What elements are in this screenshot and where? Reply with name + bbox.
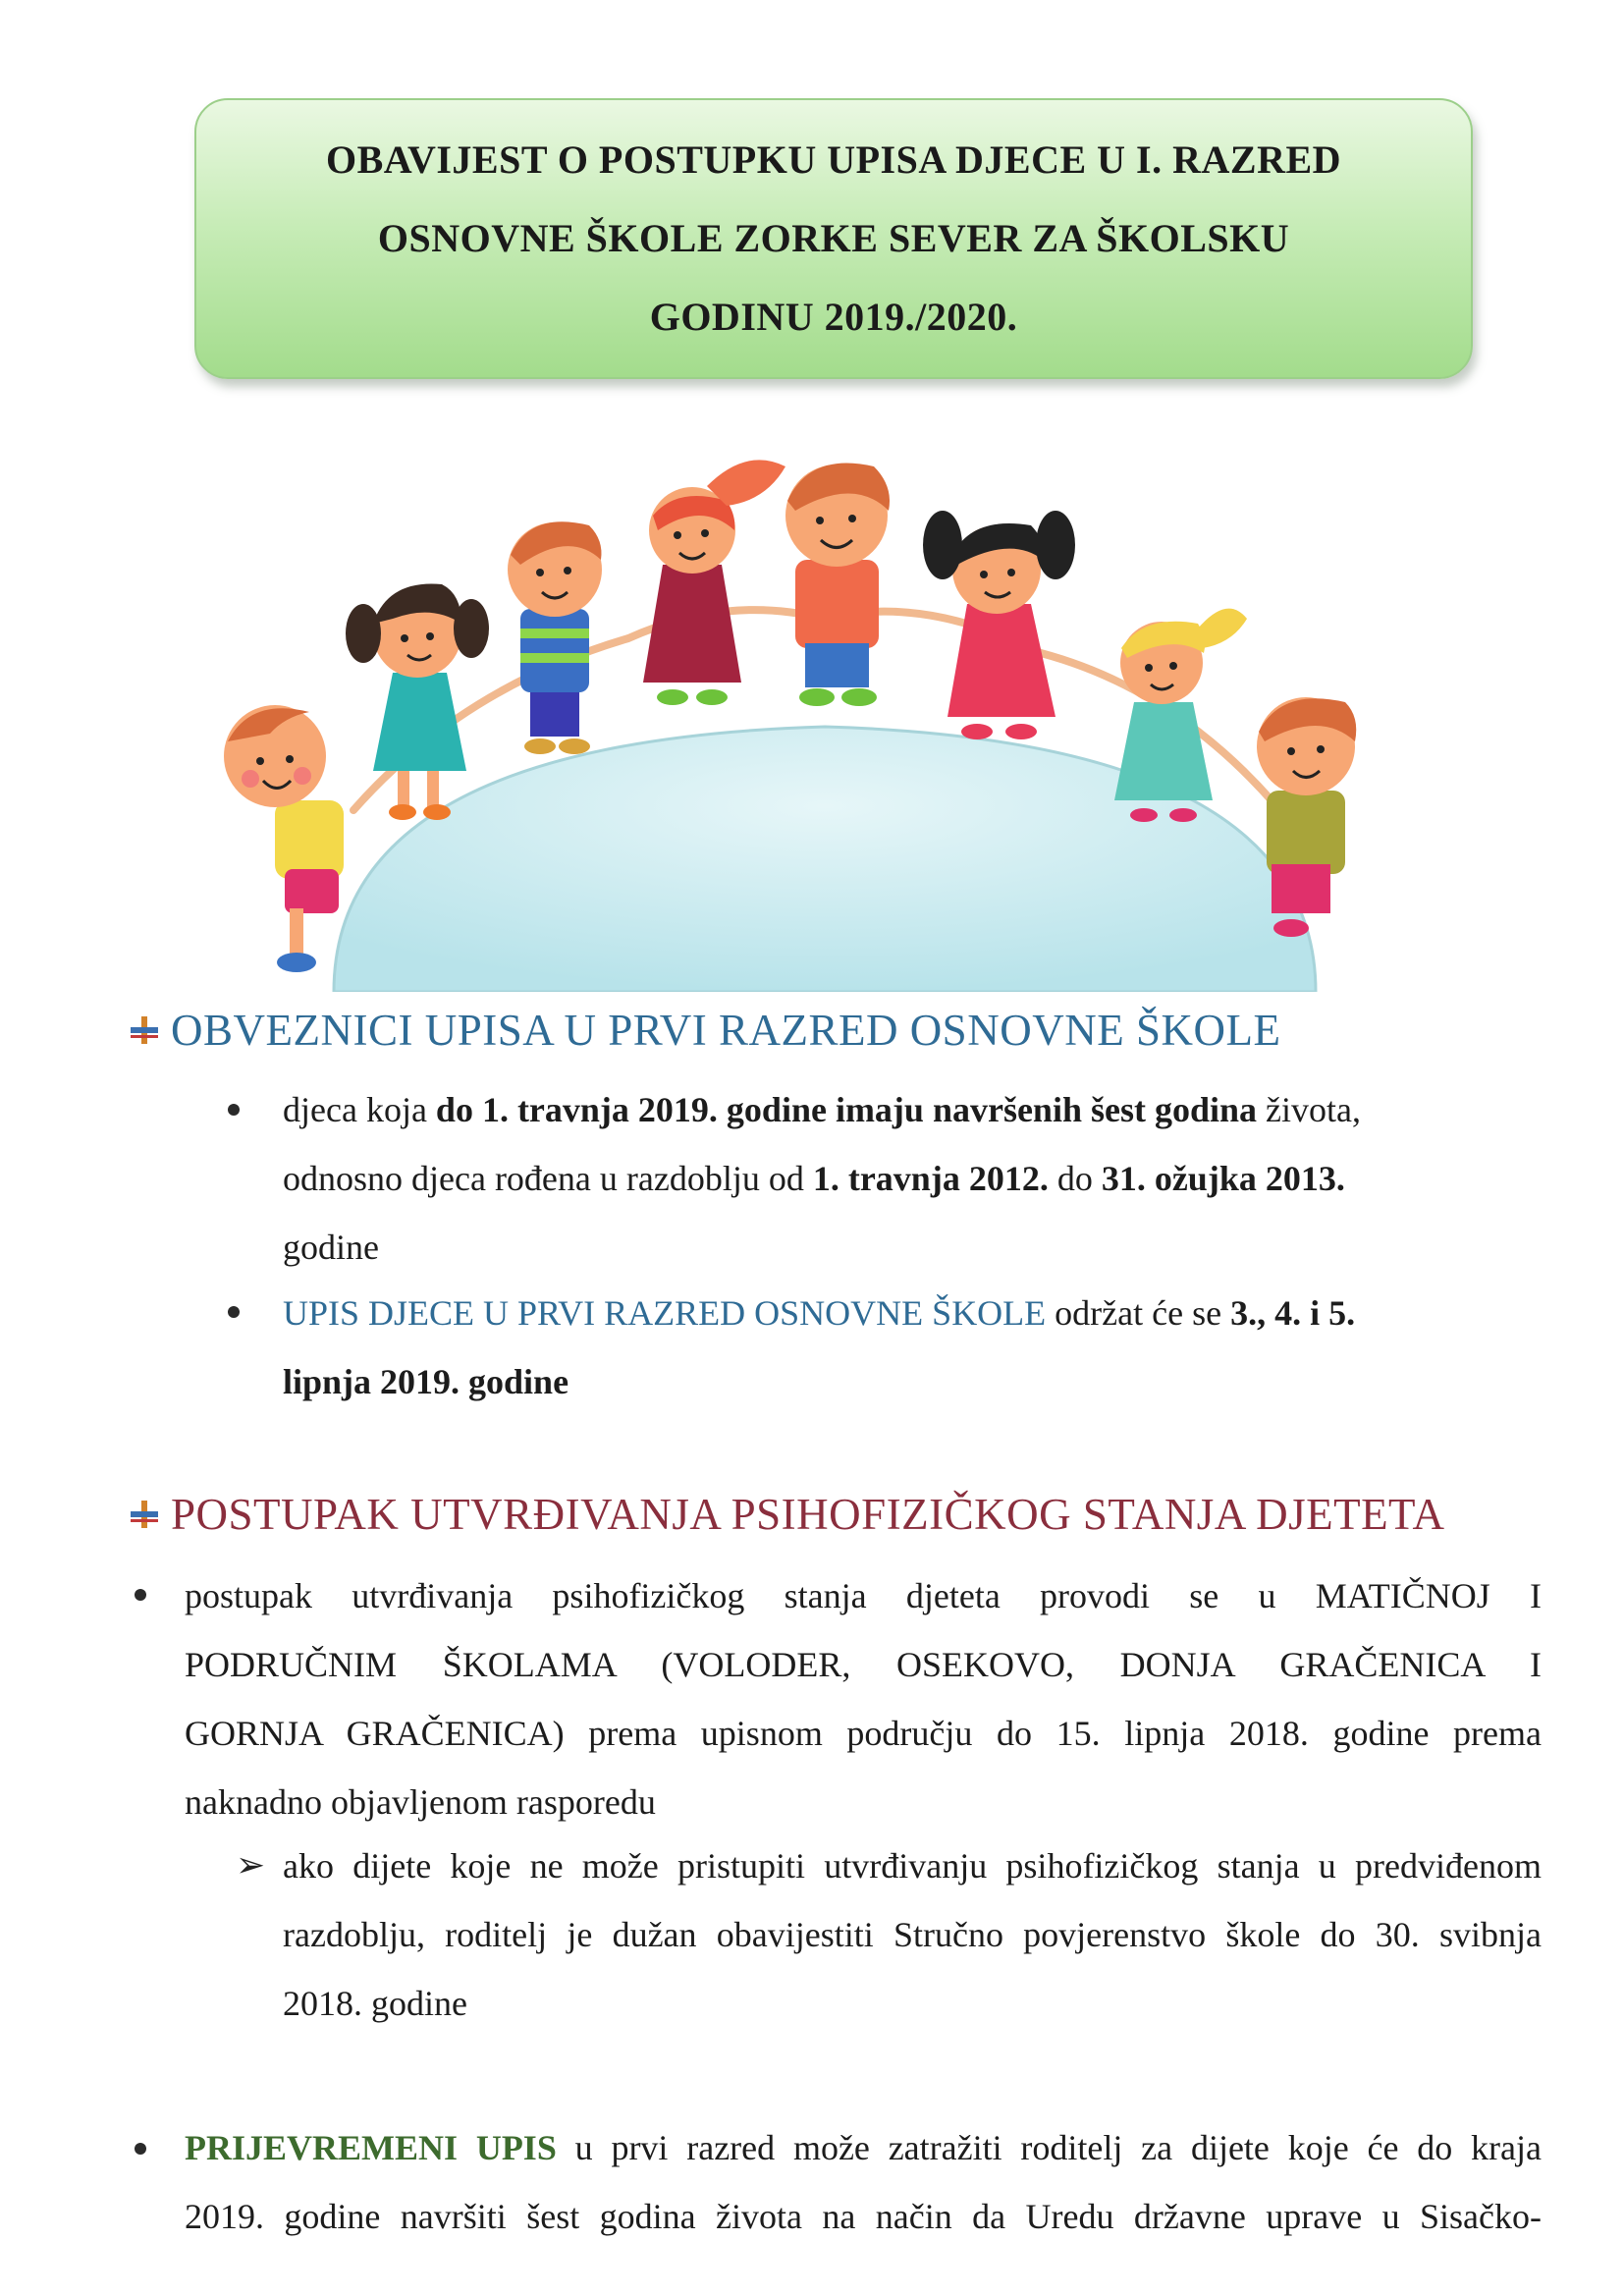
title-line-2: OSNOVNE ŠKOLE ZORKE SEVER ZA ŠKOLSKU: [377, 216, 1290, 260]
postupak-line-1: postupak utvrđivanja psihofizičkog stanja djeteta provodi se u MATIČNOJ I: [185, 1576, 1542, 1615]
disc-bullet-icon: [228, 1104, 240, 1116]
plus-bullet-icon: [128, 1498, 161, 1531]
bold-run: 3., 4. i 5.: [1230, 1293, 1356, 1333]
obveznici-line-1: [283, 1075, 1361, 1144]
bold-run: 31. ožujka 2013.: [1101, 1159, 1345, 1198]
text-run: života,: [1257, 1090, 1361, 1129]
plus-bullet-icon: [128, 1013, 161, 1047]
children-holding-hands-illustration: [216, 447, 1434, 992]
prijevremeni-line-1: [185, 2113, 1542, 2182]
title-banner: [194, 98, 1473, 379]
arrow-bullet-icon: ➢: [236, 1845, 266, 1886]
postupak-line-2: PODRUČNIM ŠKOLAMA (VOLODER, OSEKOVO, DONJA GRAČENICA I: [185, 1645, 1542, 1684]
text-run: u prvi razred može zatražiti roditelj za dijete koje će do kraja: [556, 2128, 1542, 2167]
sub-line-3: 2018. godine: [283, 1984, 467, 2023]
postupak-line-4: naknadno objavljenom rasporedu: [185, 1782, 656, 1822]
section-heading-text: POSTUPAK UTVRĐIVANJA PSIHOFIZIČKOG STANJA DJETETA: [171, 1490, 1445, 1539]
disc-bullet-icon: [135, 2143, 146, 2155]
prijevremeni-caps-run: PRIJEVREMENI UPIS: [185, 2128, 557, 2167]
upis-line-1: [283, 1279, 1355, 1347]
title-line-1: OBAVIJEST O POSTUPKU UPISA DJECE U I. RAZRED: [325, 137, 1342, 182]
text-run: održat će se: [1046, 1293, 1231, 1333]
postupak-line-3: GORNJA GRAČENICA) prema upisnom području do 15. lipnja 2018. godine prema: [185, 1714, 1542, 1753]
bold-run: do 1. travnja 2019. godine imaju navršenih šest godina: [435, 1090, 1258, 1129]
title-line-3: GODINU 2019./2020.: [649, 295, 1018, 339]
section-heading-postupak: [128, 1489, 1444, 1540]
prijevremeni-line-2: 2019. godine navršiti šest godina života na način da Uredu državne uprave u Sisačko-: [185, 2197, 1542, 2236]
section-heading-obveznici: [128, 1005, 1280, 1056]
upis-line-2: [283, 1347, 568, 1416]
text-run: djeca koja: [283, 1090, 436, 1129]
upis-caps-run: UPIS DJECE U PRVI RAZRED OSNOVNE ŠKOLE: [283, 1293, 1047, 1333]
sub-line-2: razdoblju, roditelj je dužan obavijestiti Stručno povjerenstvo škole do 30. svibnja: [283, 1915, 1542, 1954]
text-run: odnosno djeca rođena u razdoblju od: [283, 1159, 813, 1198]
sub-line-1: ako dijete koje ne može pristupiti utvrđivanju psihofizičkog stanja u predviđenom: [283, 1846, 1542, 1886]
text-run: do: [1048, 1159, 1102, 1198]
bold-run: 1. travnja 2012.: [812, 1159, 1049, 1198]
bold-run: lipnja 2019. godine: [283, 1362, 569, 1401]
disc-bullet-icon: [135, 1589, 146, 1601]
section-heading-text: OBVEZNICI UPISA U PRVI RAZRED OSNOVNE ŠKOLE: [171, 1006, 1281, 1055]
obveznici-line-2: [283, 1144, 1345, 1213]
disc-bullet-icon: [228, 1306, 240, 1318]
obveznici-line-3: godine: [283, 1228, 379, 1267]
